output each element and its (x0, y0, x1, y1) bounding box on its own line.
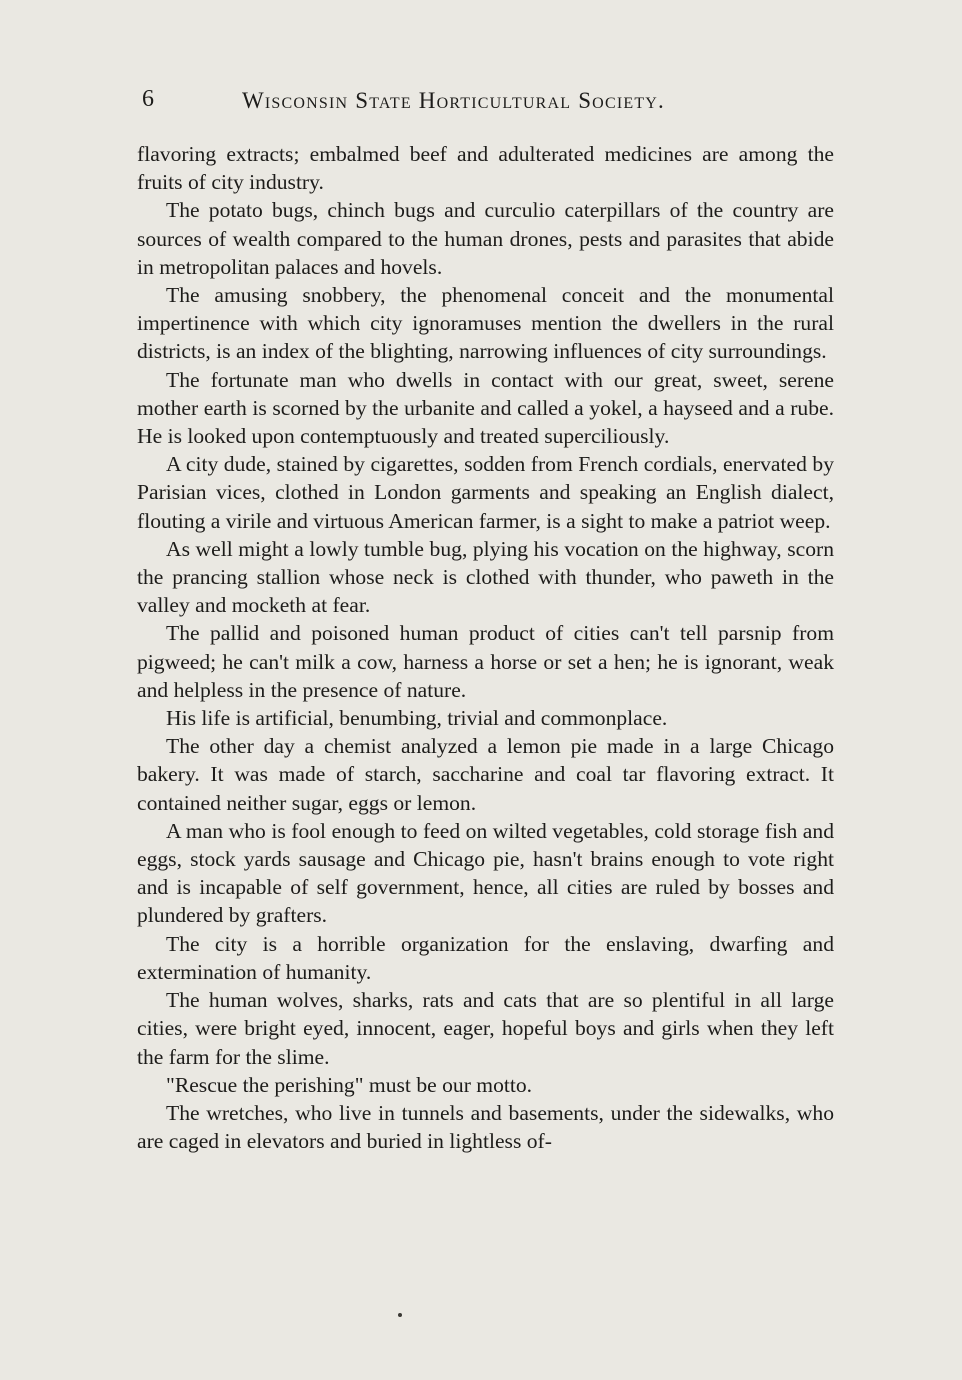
paragraph: A man who is fool enough to feed on wilted vegetables, cold storage fish and eggs, stock yards sausage and Chicago pie, hasn't brains enough to vote right and is incapable of self government, hence, all cities are ruled by bosses and plundered by grafters. (137, 818, 834, 928)
paragraph: The human wolves, sharks, rats and cats that are so plentiful in all large cities, were bright eyed, innocent, eager, hopeful boys and girls when they left the farm for the slime. (137, 988, 834, 1069)
paragraph: The fortunate man who dwells in contact with our great, sweet, serene mother earth is scorned by the urbanite and called a yokel, a hayseed and a rube. He is looked upon contemptuously and treated superciliously. (137, 367, 834, 449)
paragraph: His life is artificial, benumbing, trivial and commonplace. (166, 706, 668, 731)
paragraph: The potato bugs, chinch bugs and curculio caterpillars of the country are sources of wealth compared to the human drones, pests and parasites that abide in metropolitan palaces and hovels. (137, 198, 834, 279)
paragraph: A city dude, stained by cigarettes, sodden from French cordials, enervated by Parisian vices, clothed in London garments and speaking an English dialect, flouting a virile and virtuous American farmer, is a sight to make a patriot weep. (137, 452, 834, 533)
paragraph: The other day a chemist analyzed a lemon pie made in a large Chicago bakery. It was made of starch, saccharine and coal tar flavoring extract. It contained neither sugar, eggs or lemon. (137, 734, 834, 815)
paragraph: The wretches, who live in tunnels and basements, under the sidewalks, who are caged in elevators and buried in lightless of- (137, 1100, 834, 1154)
ink-speck (398, 1313, 402, 1317)
page-number: 6 (142, 86, 154, 112)
body-text (137, 140, 834, 1155)
paragraph: The city is a horrible organization for the enslaving, dwarfing and extermination of humanity. (137, 931, 834, 984)
paragraph: The amusing snobbery, the phenomenal conceit and the monumental impertinence with which city ignoramuses mention the dwellers in the rural districts, is an index of the blighting, narrowing influences of city surroundings. (137, 283, 834, 364)
paragraph: The pallid and poisoned human product of cities can't tell parsnip from pigweed; he can't milk a cow, harness a horse or set a hen; he is ignorant, weak and helpless in the presence of nature. (137, 621, 834, 702)
running-title: Wisconsin State Horticultural Society. (242, 88, 665, 113)
page-header (142, 86, 832, 122)
paragraph: flavoring extracts; embalmed beef and adulterated medicines are among the fruits of city industry. (137, 142, 834, 195)
paragraph: As well might a lowly tumble bug, plying his vocation on the highway, scorn the prancing stallion whose neck is clothed with thunder, who paweth in the valley and mocketh at fear. (137, 536, 834, 618)
paragraph: "Rescue the perishing" must be our motto. (166, 1072, 533, 1097)
